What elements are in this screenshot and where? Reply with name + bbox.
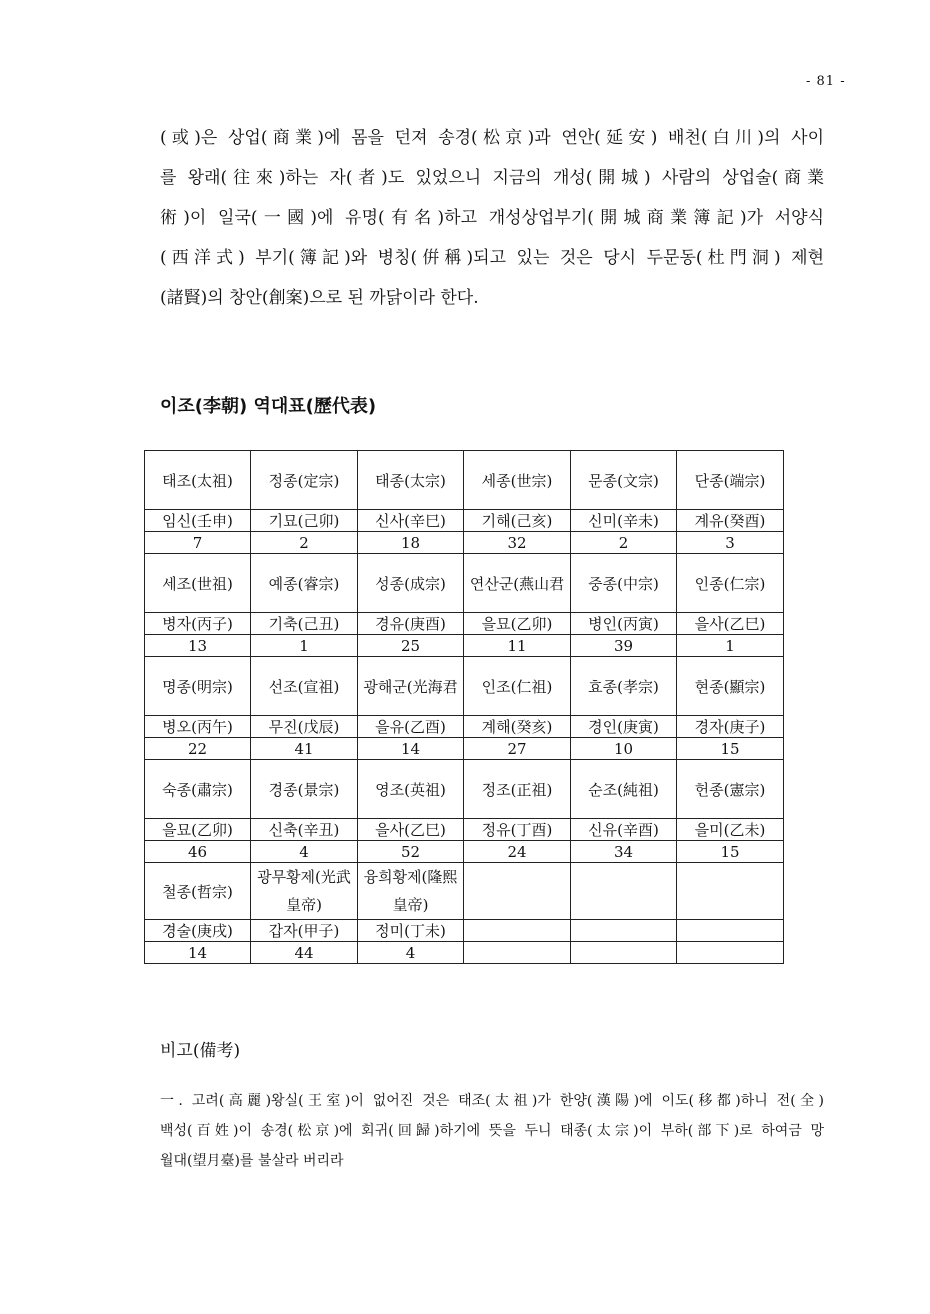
king-name-cell: 선조(宣祖) (251, 657, 358, 716)
king-name-cell: 인종(仁宗) (677, 554, 784, 613)
king-name-cell: 성종(成宗) (358, 554, 464, 613)
reign-years-cell: 22 (145, 738, 251, 760)
king-name-cell: 세종(世宗) (464, 451, 571, 510)
accession-year-cell: 정유(丁酉) (464, 819, 571, 841)
king-name-cell: 경종(景宗) (251, 760, 358, 819)
intro-line: 를 왕래(往來)하는 자(者)도 있었으니 지금의 개성(開城) 사람의 상업술(商業 (160, 168, 824, 188)
reign-years-cell: 4 (251, 841, 358, 863)
reign-years-cell: 46 (145, 841, 251, 863)
reign-years-cell: 18 (358, 532, 464, 554)
accession-year-cell: 기묘(己卯) (251, 510, 358, 532)
reign-years-cell: 44 (251, 942, 358, 964)
king-name-cell: 인조(仁祖) (464, 657, 571, 716)
reign-years-cell: 25 (358, 635, 464, 657)
accession-year-cell: 을사(乙巳) (358, 819, 464, 841)
reign-years-cell: 14 (358, 738, 464, 760)
table-row (145, 657, 784, 716)
reign-years-cell: 15 (677, 841, 784, 863)
king-name-cell: 영조(英祖) (358, 760, 464, 819)
table-row (145, 942, 784, 964)
king-name-cell: 광무황제(光武 皇帝) (251, 863, 358, 920)
table-row (145, 451, 784, 510)
accession-year-cell: 기해(己亥) (464, 510, 571, 532)
table-row (145, 613, 784, 635)
reign-years-cell: 52 (358, 841, 464, 863)
accession-year-cell: 신축(辛丑) (251, 819, 358, 841)
king-name-cell: 정종(定宗) (251, 451, 358, 510)
section-title: 이조(李朝) 역대표(歷代表) (160, 396, 377, 417)
reign-years-cell: 2 (571, 532, 677, 554)
table-row (145, 635, 784, 657)
king-name-cell: 중종(中宗) (571, 554, 677, 613)
intro-paragraph (160, 118, 824, 318)
king-name-cell (464, 863, 571, 920)
table-row (145, 554, 784, 613)
table-row (145, 532, 784, 554)
remarks-line: 월대(望月臺)를 불살라 버리라 (160, 1153, 344, 1169)
reign-years-cell (464, 942, 571, 964)
table-row (145, 841, 784, 863)
accession-year-cell: 무진(戊辰) (251, 716, 358, 738)
accession-year-cell: 을묘(乙卯) (464, 613, 571, 635)
king-name-cell: 융희황제(隆熙 皇帝) (358, 863, 464, 920)
table-row (145, 863, 784, 920)
reign-years-cell: 15 (677, 738, 784, 760)
accession-year-cell: 병자(丙子) (145, 613, 251, 635)
accession-year-cell: 정미(丁未) (358, 920, 464, 942)
king-name-cell: 철종(哲宗) (145, 863, 251, 920)
remarks-line: 백성(百姓)이 송경(松京)에 회귀(回歸)하기에 뜻을 두니 태종(太宗)이 부하(部下)로 하여금 망 (160, 1123, 824, 1139)
accession-year-cell: 신유(辛酉) (571, 819, 677, 841)
accession-year-cell: 기축(己丑) (251, 613, 358, 635)
remarks-line: 一. 고려(高麗)왕실(王室)이 없어진 것은 태조(太祖)가 한양(漢陽)에 이도(移都)하니 전(全) (160, 1093, 824, 1109)
table-row (145, 760, 784, 819)
reign-years-cell: 1 (251, 635, 358, 657)
accession-year-cell: 병오(丙午) (145, 716, 251, 738)
reign-years-cell: 11 (464, 635, 571, 657)
table-row (145, 716, 784, 738)
king-name-cell: 태조(太祖) (145, 451, 251, 510)
king-name-cell: 순조(純祖) (571, 760, 677, 819)
accession-year-cell: 신사(辛巳) (358, 510, 464, 532)
accession-year-cell: 을미(乙未) (677, 819, 784, 841)
reign-years-cell (677, 942, 784, 964)
king-name-cell: 효종(孝宗) (571, 657, 677, 716)
king-name-cell: 헌종(憲宗) (677, 760, 784, 819)
king-name-cell (677, 863, 784, 920)
accession-year-cell: 경유(庚酉) (358, 613, 464, 635)
accession-year-cell: 임신(壬申) (145, 510, 251, 532)
accession-year-cell: 경자(庚子) (677, 716, 784, 738)
accession-year-cell: 계유(癸酉) (677, 510, 784, 532)
accession-year-cell: 계해(癸亥) (464, 716, 571, 738)
king-name-cell: 정조(正祖) (464, 760, 571, 819)
reign-years-cell: 4 (358, 942, 464, 964)
dynasty-table (144, 450, 784, 964)
accession-year-cell: 경술(庚戌) (145, 920, 251, 942)
king-name-cell: 세조(世祖) (145, 554, 251, 613)
accession-year-cell: 을유(乙酉) (358, 716, 464, 738)
accession-year-cell: 을사(乙巳) (677, 613, 784, 635)
reign-years-cell (571, 942, 677, 964)
table-row (145, 920, 784, 942)
accession-year-cell (464, 920, 571, 942)
reign-years-cell: 2 (251, 532, 358, 554)
accession-year-cell: 병인(丙寅) (571, 613, 677, 635)
reign-years-cell: 32 (464, 532, 571, 554)
reign-years-cell: 24 (464, 841, 571, 863)
reign-years-cell: 14 (145, 942, 251, 964)
reign-years-cell: 3 (677, 532, 784, 554)
page-number: - 81 - (806, 74, 846, 89)
accession-year-cell: 을묘(乙卯) (145, 819, 251, 841)
king-name-cell: 현종(顯宗) (677, 657, 784, 716)
reign-years-cell: 41 (251, 738, 358, 760)
king-name-cell: 태종(太宗) (358, 451, 464, 510)
reign-years-cell: 39 (571, 635, 677, 657)
king-name-cell: 단종(端宗) (677, 451, 784, 510)
reign-years-cell: 13 (145, 635, 251, 657)
reign-years-cell: 10 (571, 738, 677, 760)
remarks-title: 비고(備考) (160, 1041, 241, 1061)
accession-year-cell: 경인(庚寅) (571, 716, 677, 738)
table-row (145, 510, 784, 532)
intro-line: (諸賢)의 창안(創案)으로 된 까닭이라 한다. (160, 288, 479, 308)
king-name-cell: 문종(文宗) (571, 451, 677, 510)
accession-year-cell (677, 920, 784, 942)
king-name-cell: 숙종(肅宗) (145, 760, 251, 819)
intro-line: 術)이 일국(一國)에 유명(有名)하고 개성상업부기(開城商業簿記)가 서양식 (160, 208, 824, 228)
reign-years-cell: 27 (464, 738, 571, 760)
king-name-cell: 예종(睿宗) (251, 554, 358, 613)
table-row (145, 819, 784, 841)
reign-years-cell: 1 (677, 635, 784, 657)
king-name-cell: 광해군(光海君 (358, 657, 464, 716)
accession-year-cell (571, 920, 677, 942)
table-row (145, 738, 784, 760)
reign-years-cell: 7 (145, 532, 251, 554)
accession-year-cell: 갑자(甲子) (251, 920, 358, 942)
remarks-body (160, 1086, 824, 1176)
intro-line: (西洋式) 부기(簿記)와 병칭(倂稱)되고 있는 것은 당시 두문동(杜門洞) 제현 (160, 248, 824, 268)
king-name-cell: 연산군(燕山君 (464, 554, 571, 613)
accession-year-cell: 신미(辛未) (571, 510, 677, 532)
king-name-cell: 명종(明宗) (145, 657, 251, 716)
reign-years-cell: 34 (571, 841, 677, 863)
king-name-cell (571, 863, 677, 920)
intro-line: (或)은 상업(商業)에 몸을 던져 송경(松京)과 연안(延安) 배천(白川)의 사이 (160, 128, 824, 148)
